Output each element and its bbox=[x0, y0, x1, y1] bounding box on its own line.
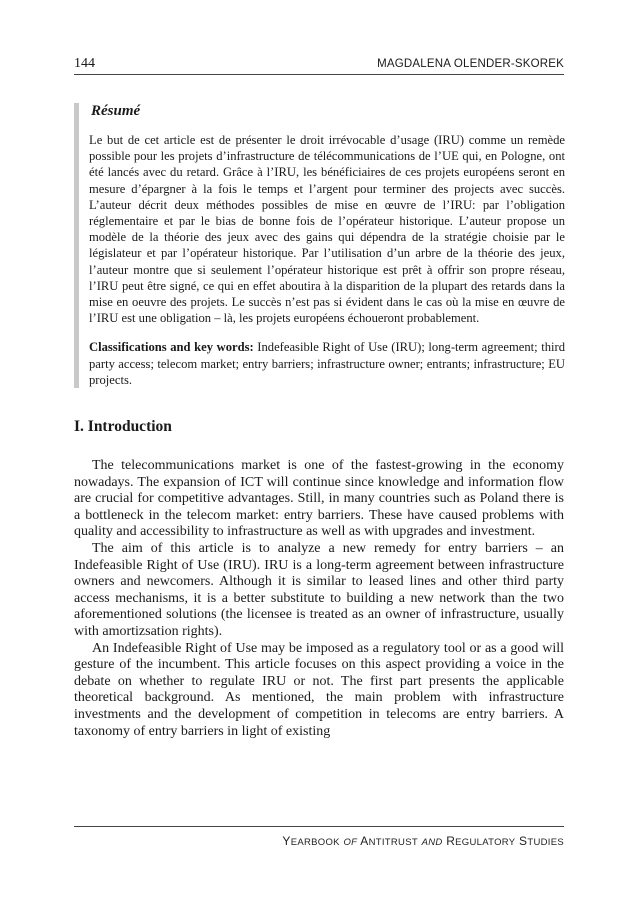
running-footer bbox=[74, 826, 564, 848]
abstract-title: Résumé bbox=[91, 103, 141, 119]
footer-ntitrust: NTITRUST bbox=[368, 837, 418, 848]
footer-tudies: TUDIES bbox=[527, 837, 564, 848]
section-heading: I. Introduction bbox=[74, 418, 172, 436]
paragraph: The telecommunications market is one of the fastest-growing in the economy nowadays. The expansion of ICT will continue since knowledge and information flow are crucial for competitive advantages. Still, in many countries such as Poland there is a bottleneck in the telecom market: entry barriers. These have caused problems with quality and accessibility to infrastructure as well as with upgrades and investment. bbox=[74, 458, 564, 540]
paragraph: The aim of this article is to analyze a new remedy for entry barriers – an Indefeasible Right of Use (IRU). IRU is a long-term agreement between infrastructure owners and newcomers. Although it is similar to leased lines and other third party access mechanisms, it is a better substitute to building a new network than the two aforementioned solutions (the licensee is treated as an owner of infrastructure, usually with amortizsation rights). bbox=[74, 541, 564, 639]
footer-r: R bbox=[446, 834, 456, 848]
body-text bbox=[74, 458, 564, 740]
page bbox=[74, 56, 564, 740]
keywords-label: Classifications and key words: bbox=[89, 340, 254, 355]
footer-earbook: EARBOOK bbox=[290, 837, 340, 848]
footer-of: OF bbox=[343, 837, 358, 848]
footer-egulatory: EGULATORY bbox=[455, 837, 516, 848]
running-author: MAGDALENA OLENDER-SKOREK bbox=[377, 58, 564, 70]
paragraph: An Indefeasible Right of Use may be imposed as a regulatory tool or as a good will gesture of the incumbent. This article focuses on this aspect providing a voice in the debate on whether to regulate IRU or not. The first part presents the applicable theoretical background. As mentioned, the main problem with infrastructure investments and the development of competition in telecoms are entry barriers. A taxonomy of entry barriers in light of existing bbox=[74, 640, 564, 739]
running-header bbox=[74, 56, 564, 75]
footer-y: Y bbox=[282, 834, 291, 848]
page-number: 144 bbox=[74, 56, 95, 71]
keywords bbox=[89, 339, 565, 388]
footer-s: S bbox=[519, 834, 528, 848]
footer-a: A bbox=[360, 834, 369, 848]
abstract-box bbox=[74, 103, 565, 388]
footer-and: AND bbox=[421, 837, 443, 848]
abstract-text: Le but de cet article est de présenter le droit irrévocable d’usage (IRU) comme un remède possible pour les projets d’infrastructure de télécommunications de l’UE qui, en Pologne, ont été lancés avec du retard. Grâce à l’IRU, les bénéficiaires de ces projets européens seront en mesure d’épargner à la fois le temps et l’argent pour terminer des projects avec succès. L’auteur décrit deux méthodes possibles de mise en œuvre de l’IRU: par l’obligation réglementaire et par le bias de bonne fois de l’opérateur historique. L’auteur propose un modèle de la théorie des jeux avec des gains qui dépendra de la stratégie choisie par le législateur et par l’opérateur historique. Par l’utilisation d’un arbre de la théorie des jeux, l’auteur montre que si seulement l’opérateur historique est prêt à offrir son propre réseau, l’IRU peut être signé, ce qui en effet aboutira à la disparition de la plupart des retards dans la mise en oeuvre des projets. Le succès n’est pas si évident dans le cas où la mise en œuvre de l’IRU est une obligation – là, les projets européens échoueront probablement. bbox=[89, 133, 565, 326]
keywords-text: Indefeasible Right of Use (IRU); long-term agreement; third party access; telecom market; entry barriers; infrastructure owner; entrants; infrastructure; EU projects. bbox=[89, 340, 565, 387]
